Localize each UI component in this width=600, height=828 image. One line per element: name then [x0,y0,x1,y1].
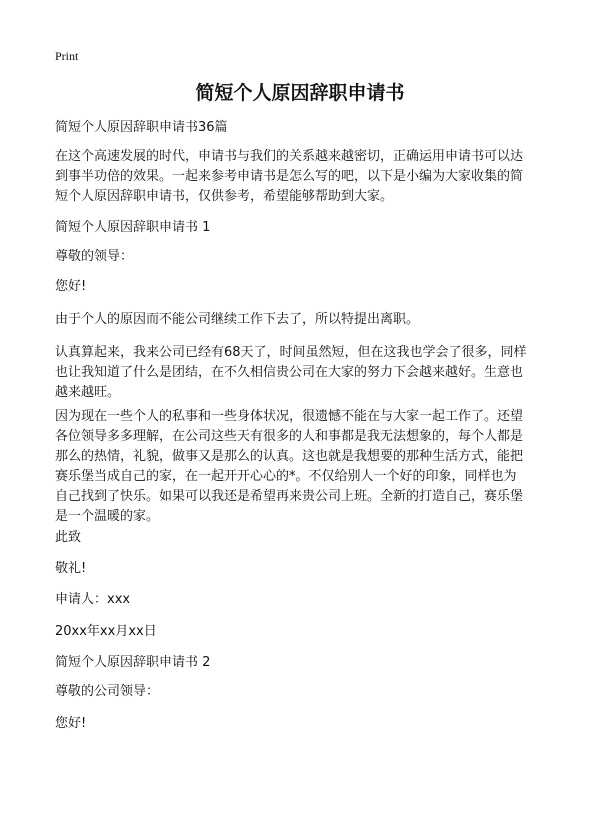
letter2-greeting: 您好! [55,716,87,731]
letter1-paragraph-2 [55,343,580,403]
letter1-paragraph-3 [55,407,580,527]
text-line: 那么的热情，礼貌，做事又是那么的认真。这也就是我想要的那种生活方式，能把 [55,449,524,464]
letter2-heading: 简短个人原因辞职申请书 2 [55,655,211,670]
text-line: 自己找到了快乐。如果可以我还是希望再来贵公司上班。全新的打造自己，赛乐堡 [55,489,524,504]
text-line: 短个人原因辞职申请书，仅供参考，希望能够帮助到大家。 [55,189,394,204]
letter1-salutation: 尊敬的领导： [55,249,134,264]
print-link[interactable]: Print [55,49,79,63]
page-title: 简短个人原因辞职申请书 [195,82,405,104]
subtitle: 简短个人原因辞职申请书36篇 [55,120,228,135]
letter1-applicant: 申请人：xxx [55,592,131,607]
text-line: 也让我知道了什么是团结，在不久相信贵公司在大家的努力下会越来越好。生意也 [55,365,524,380]
text-line: 因为现在一些个人的私事和一些身体状况，很遗憾不能在与大家一起工作了。还望 [55,409,524,424]
text-line: 认真算起来，我来公司已经有68天了，时间虽然短，但在这我也学会了很多，同样 [55,345,527,360]
text-line: 各位领导多多理解，在公司这些天有很多的人和事都是我无法想象的，每个人都是 [55,429,524,444]
text-line: 赛乐堡当成自己的家，在一起开开心心的*。不仅给别人一个好的印象，同样也为 [55,469,517,484]
letter1-closing-1: 此致 [55,530,82,545]
intro-paragraph [55,147,580,207]
text-line: 在这个高速发展的时代，申请书与我们的关系越来越密切，正确运用申请书可以达 [55,149,524,164]
text-line: 到事半功倍的效果。一起来参考申请书是怎么写的吧，以下是小编为大家收集的简 [55,169,524,184]
text-line: 是一个温暖的家。 [55,509,160,524]
letter2-salutation: 尊敬的公司领导： [55,684,160,699]
letter1-date: 20xx年xx月xx日 [55,624,157,639]
text-line: 越来越旺。 [55,385,121,400]
letter1-heading: 简短个人原因辞职申请书 1 [55,220,211,235]
letter1-greeting: 您好! [55,279,87,294]
letter1-paragraph-1: 由于个人的原因而不能公司继续工作下去了，所以特提出离职。 [55,312,420,327]
letter1-closing-2: 敬礼! [55,561,87,576]
